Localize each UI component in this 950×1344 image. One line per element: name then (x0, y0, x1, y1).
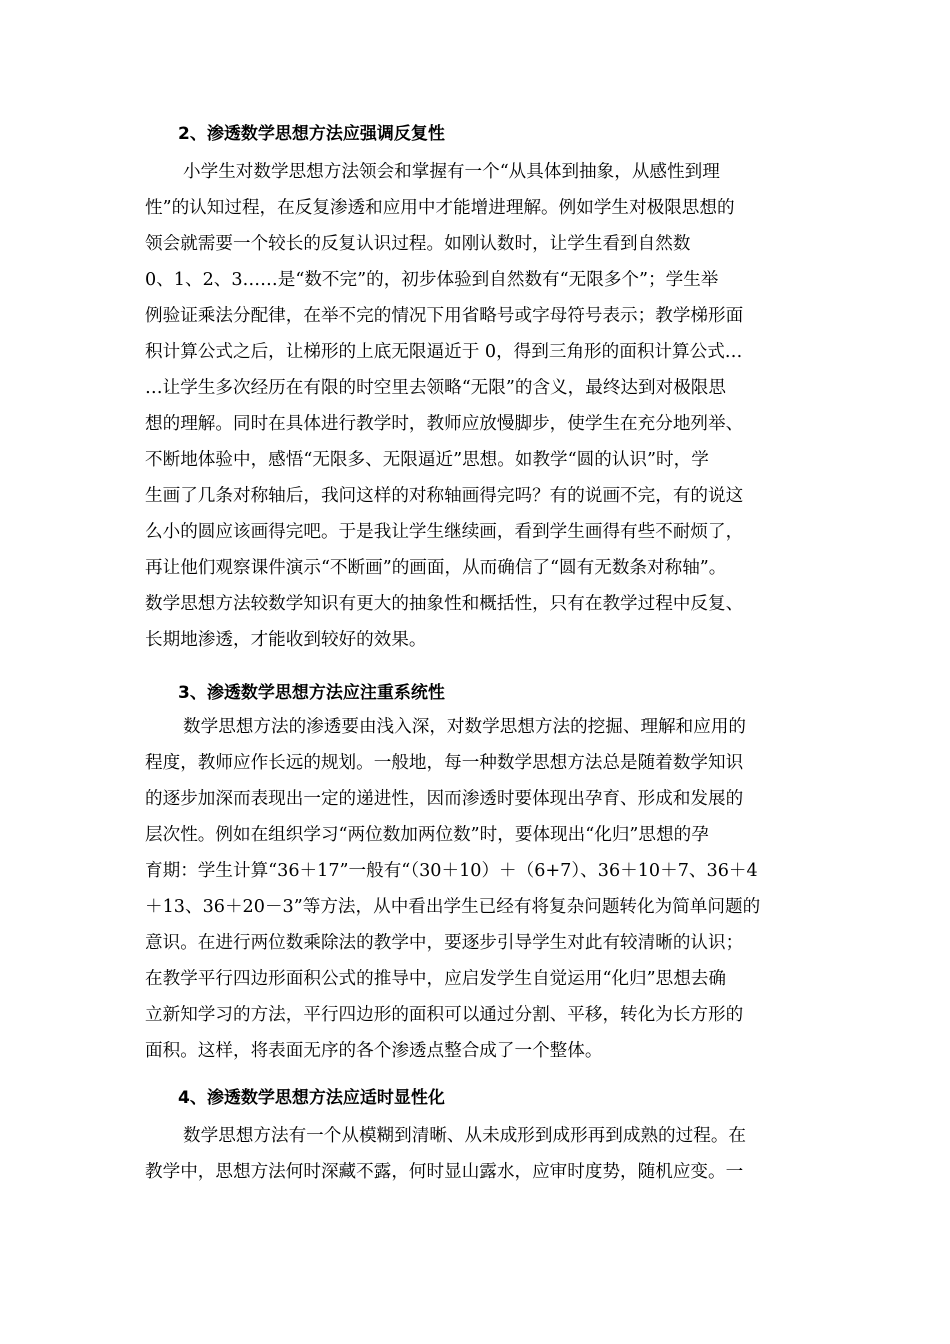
paragraph-line: ＋13、36＋20－3”等方法，从中看出学生已经有将复杂问题转化为简单问题的 (145, 897, 761, 917)
paragraph-line: 例验证乘法分配律，在举不完的情况下用省略号或字母符号表示；教学梯形面 (145, 306, 744, 326)
paragraph-line: 程度，教师应作长远的规划。一般地，每一种数学思想方法总是随着数学知识 (145, 753, 744, 773)
paragraph-line: 不断地体验中，感悟“无限多、无限逼近”思想。如教学“圆的认识”时，学 (145, 450, 709, 470)
paragraph-line: 面积。这样，将表面无序的各个渗透点整合成了一个整体。 (145, 1041, 603, 1061)
paragraph-line: 意识。在进行两位数乘除法的教学中，要逐步引导学生对此有较清晰的认识； (145, 933, 744, 953)
section-heading-4: 4、渗透数学思想方法应适时显性化 (178, 1088, 445, 1108)
paragraph-line: 立新知学习的方法，平行四边形的面积可以通过分割、平移，转化为长方形的 (145, 1005, 744, 1025)
paragraph-line: 长期地渗透，才能收到较好的效果。 (145, 630, 427, 650)
paragraph-line: 0、1、2、3……是“数不完”的，初步体验到自然数有“无限多个”；学生举 (145, 270, 719, 290)
paragraph-line: 性”的认知过程，在反复渗透和应用中才能增进理解。例如学生对极限思想的 (145, 198, 735, 218)
paragraph-line: 生画了几条对称轴后，我问这样的对称轴画得完吗？有的说画不完，有的说这 (145, 486, 744, 506)
paragraph-line: 小学生对数学思想方法领会和掌握有一个“从具体到抽象，从感性到理 (183, 162, 720, 182)
paragraph-line: 层次性。例如在组织学习“两位数加两位数”时，要体现出“化归”思想的孕 (145, 825, 709, 845)
paragraph-line: 想的理解。同时在具体进行教学时，教师应放慢脚步，使学生在充分地列举、 (145, 414, 744, 434)
paragraph-line: 在教学平行四边形面积公式的推导中，应启发学生自觉运用“化归”思想去确 (145, 969, 726, 989)
paragraph-line: 数学思想方法有一个从模糊到清晰、从未成形到成形再到成熟的过程。在 (183, 1126, 747, 1146)
section-heading-2: 2、渗透数学思想方法应强调反复性 (178, 124, 445, 144)
paragraph-line: 育期：学生计算“36＋17”一般有“（30＋10）＋（6+7）、36＋10＋7、36＋4 (145, 861, 758, 881)
paragraph-line: 么小的圆应该画得完吧。于是我让学生继续画，看到学生画得有些不耐烦了， (145, 522, 744, 542)
paragraph-line: …让学生多次经历在有限的时空里去领略“无限”的含义，最终达到对极限思 (145, 378, 726, 398)
paragraph-line: 数学思想方法的渗透要由浅入深，对数学思想方法的挖掘、理解和应用的 (183, 717, 747, 737)
paragraph-line: 再让他们观察课件演示“不断画”的画面，从而确信了“圆有无数条对称轴”。 (145, 558, 727, 578)
paragraph-line: 教学中，思想方法何时深藏不露，何时显山露水，应审时度势，随机应变。一 (145, 1162, 744, 1182)
paragraph-line: 领会就需要一个较长的反复认识过程。如刚认数时，让学生看到自然数 (145, 234, 691, 254)
paragraph-line: 积计算公式之后，让梯形的上底无限逼近于 0，得到三角形的面积计算公式… (145, 342, 743, 362)
section-heading-3: 3、渗透数学思想方法应注重系统性 (178, 683, 445, 703)
paragraph-line: 数学思想方法较数学知识有更大的抽象性和概括性，只有在教学过程中反复、 (145, 594, 744, 614)
paragraph-line: 的逐步加深而表现出一定的递进性，因而渗透时要体现出孕育、形成和发展的 (145, 789, 744, 809)
